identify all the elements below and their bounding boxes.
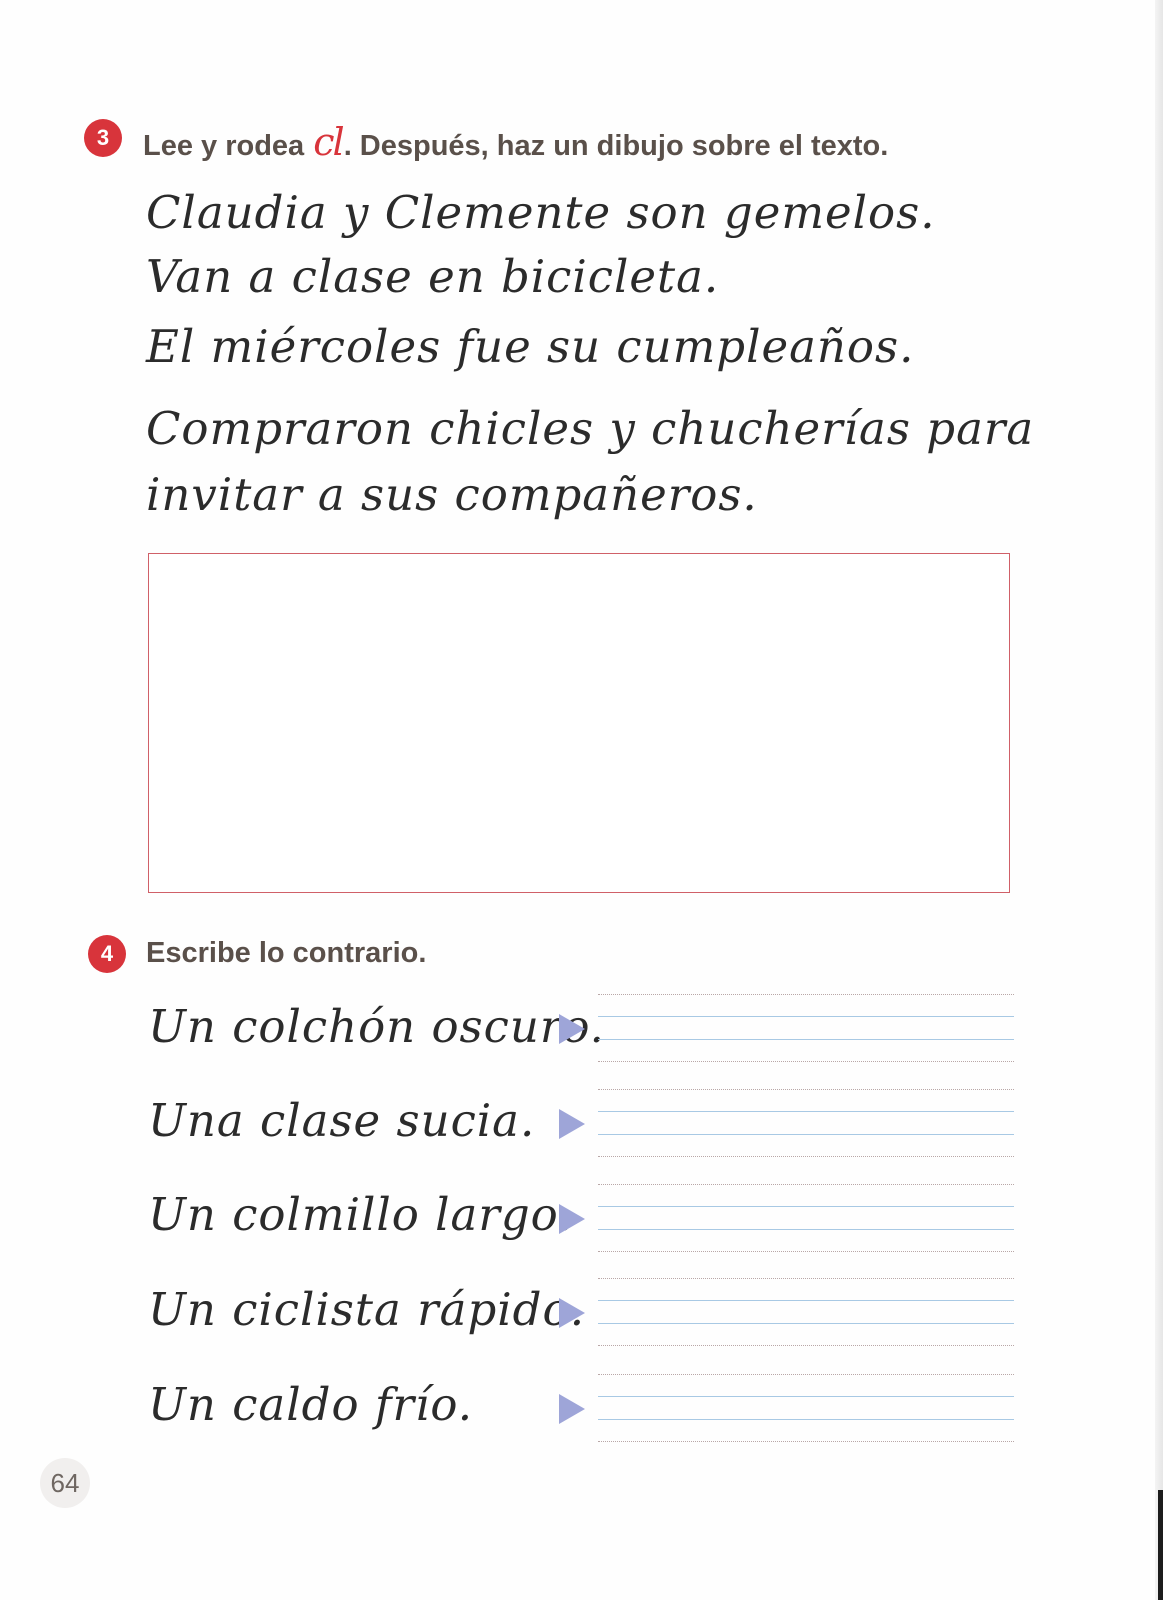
reading-line-5: invitar a sus compañeros. [146, 468, 758, 521]
arrow-right-icon [559, 1204, 585, 1234]
arrow-right-icon [559, 1394, 585, 1424]
opposite-item-1: Un colchón oscuro. [148, 1000, 605, 1053]
reading-line-4: Compraron chicles y chucherías para [146, 402, 1035, 455]
arrow-right-icon [559, 1014, 585, 1044]
exercise-4-instruction: Escribe lo contrario. [146, 937, 427, 969]
answer-lines-5[interactable] [598, 1374, 1014, 1442]
arrow-right-icon [559, 1298, 585, 1328]
arrow-right-icon [559, 1109, 585, 1139]
reading-line-2: Van a clase en bicicleta. [146, 250, 720, 303]
opposite-item-2: Una clase sucia. [148, 1094, 536, 1147]
exercise-3-number-badge: 3 [84, 119, 122, 157]
page-number: 64 [40, 1458, 90, 1508]
page-edge-dark [1158, 1490, 1163, 1600]
target-letters-cl: cl [313, 120, 343, 164]
exercise-3-instruction [143, 120, 888, 164]
reading-line-1: Claudia y Clemente son gemelos. [146, 186, 936, 239]
reading-line-3: El miércoles fue su cumpleaños. [146, 320, 915, 373]
page-edge-shadow [1155, 0, 1163, 1600]
opposite-item-5: Un caldo frío. [148, 1378, 474, 1431]
answer-lines-4[interactable] [598, 1278, 1014, 1346]
answer-lines-1[interactable] [598, 994, 1014, 1062]
exercise-3-instruction-end: . Después, haz un dibujo sobre el texto. [343, 130, 889, 162]
drawing-area[interactable] [148, 553, 1010, 893]
opposite-item-4: Un ciclista rápido. [148, 1283, 586, 1336]
answer-lines-2[interactable] [598, 1089, 1014, 1157]
exercise-4-number-badge: 4 [88, 935, 126, 973]
opposite-item-3: Un colmillo largo. [148, 1188, 574, 1241]
answer-lines-3[interactable] [598, 1184, 1014, 1252]
exercise-3-instruction-start: Lee y rodea [143, 130, 305, 162]
